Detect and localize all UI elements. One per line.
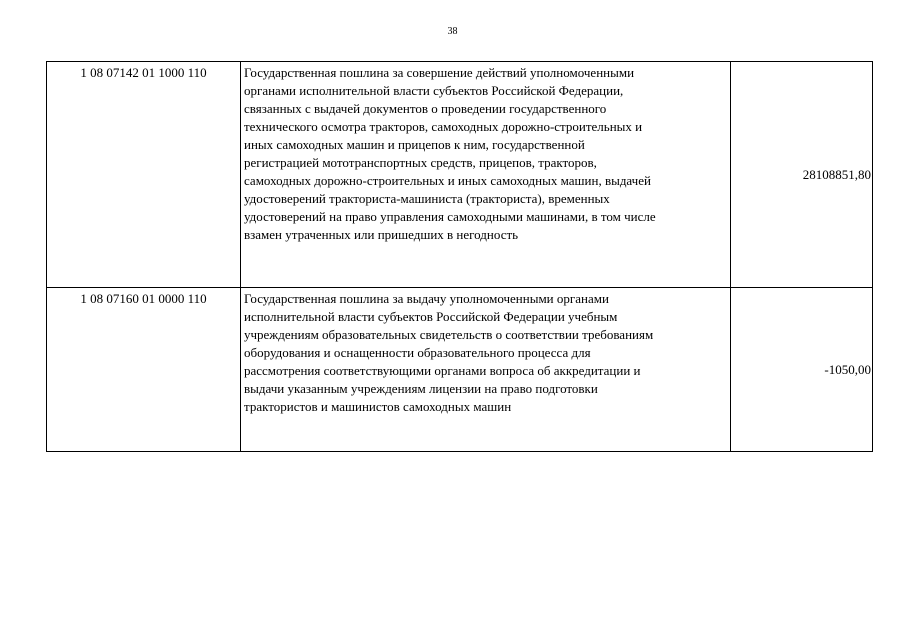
revenue-table bbox=[46, 61, 873, 452]
page-number: 38 bbox=[447, 26, 458, 37]
revenue-description bbox=[241, 62, 731, 288]
amount-value: -1050,00 bbox=[731, 288, 873, 452]
description-line: оборудования и оснащенности образовательного процесса для bbox=[244, 345, 591, 360]
description-line: органами исполнительной власти субъектов Российской Федерации, bbox=[244, 83, 624, 98]
description-line: рассмотрения соответствующими органами вопроса об аккредитации и bbox=[244, 363, 641, 378]
amount-value: 28108851,80 bbox=[731, 62, 873, 288]
table-row bbox=[47, 288, 873, 452]
description-line: регистрацией мототранспортных средств, прицепов, тракторов, bbox=[244, 155, 597, 170]
description-line: связанных с выдачей документов о проведении государственного bbox=[244, 101, 607, 116]
description-line: технического осмотра тракторов, самоходных дорожно-строительных и bbox=[244, 119, 643, 134]
revenue-description bbox=[241, 288, 731, 452]
description-line: удостоверений тракториста-машиниста (тракториста), временных bbox=[244, 191, 610, 206]
classification-code: 1 08 07142 01 1000 110 bbox=[47, 62, 241, 288]
description-line: взамен утраченных или пришедших в негодность bbox=[244, 227, 519, 242]
description-line: Государственная пошлина за совершение действий уполномоченными bbox=[244, 65, 635, 80]
description-line: трактористов и машинистов самоходных машин bbox=[244, 399, 512, 414]
description-line: исполнительной власти субъектов Российской Федерации учебным bbox=[244, 309, 618, 324]
classification-code: 1 08 07160 01 0000 110 bbox=[47, 288, 241, 452]
description-line: удостоверений на право управления самоходными машинами, в том числе bbox=[244, 209, 656, 224]
description-line: выдачи указанным учреждениям лицензии на право подготовки bbox=[244, 381, 598, 396]
description-line: иных самоходных машин и прицепов к ним, государственной bbox=[244, 137, 585, 152]
description-line: учреждениям образовательных свидетельств о соответствии требованиям bbox=[244, 327, 654, 342]
description-line: самоходных дорожно-строительных и иных самоходных машин, выдачей bbox=[244, 173, 651, 188]
table-row bbox=[47, 62, 873, 288]
description-line: Государственная пошлина за выдачу уполномоченными органами bbox=[244, 291, 609, 306]
